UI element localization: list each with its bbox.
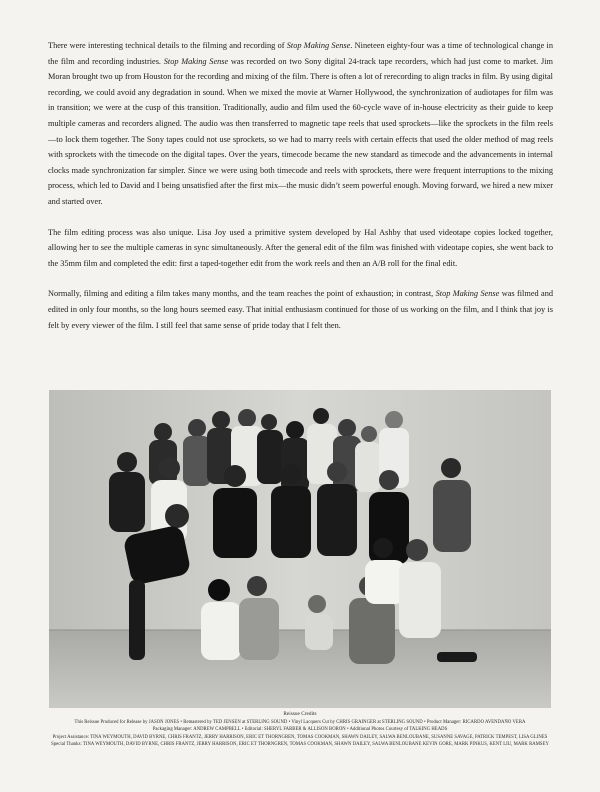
text-segment: The film editing process was also unique. Lisa Joy used a primitive system developed by Hal Ashby that used videotape copies locked together, allowing her to see the multiple cameras in sync simultaneously. After the general edit of the film was finished with videotape copies, she went back to the 35mm film and completed the edit: first a taped-together edit from the work reels and then an A/B roll for the final edit. — [48, 227, 553, 268]
credits-line: Packaging Manager: ANDREW CAMPBELL • Editorial: SHERYL FARBER & ALLISON BORON • Additional Photos Courtesy of TALKING HEADS — [152, 727, 448, 733]
paragraph — [48, 38, 553, 210]
text-segment: . Nineteen eighty-four was a time of technological change in the film and recording industries. — [48, 41, 553, 66]
reissue-credits — [6, 711, 594, 749]
paragraph — [48, 286, 553, 333]
text-segment: was recorded on two Sony digital 24-track tape recorders, which had just come to market. Jim Moran brought two up from Houston for the recording and mixing of the film. There is often a lot of rerecording to align tracks in film. By using digital recording, we could avoid any degradation in sound. When we mixed the movie at Warner Hollywood, the synchronization of audiotapes for film was in transition; we were at the cusp of this transition. Traditionally, audio and film used the 60-cycle wave of in-house electricity as their guide to keep multiple cameras and recorders aligned. The audio was then transferred to magnetic tape reels that used sprockets—like the sprockets in the film reels—to lock them together. The Sony tapes could not use sprockets, so we had to marry reels with certain effects that used the older method of mag reels with sprockets with the timecode on the digital tapes. Over the years, timecode became the new standard as timecode and the advancements in internal clocks made synchronization far simpler. Since we were using both timecode and reels with sprockets, there were frequent interruptions to the mixing process, which led to David and I being unsatisfied after the first mix—the music didn’t seem powerful enough. Moving forward, we hired a new mixer and started over. — [48, 56, 553, 206]
credits-line: Special Thanks: TINA WEYMOUTH, DAVID BYRNE, CHRIS FRANTZ, JERRY HARRISON, ERIC ET THORNGREN, TOMAS COOKMAN, SHAWN DAILEY, SALWA BENLOUBANE KEVIN GORE, MARK PINKUS, KENT LIU, MARK RAMSEY — [51, 742, 549, 748]
photo-floor — [49, 630, 551, 708]
film-title: Stop Making Sense — [435, 289, 500, 299]
text-segment: was filmed and edited in only four months, so the long hours seemed easy. That initial enthusiasm continued for those of us working on the film, and I think that joy is felt by every viewer of the film. I still feel that same sense of pride today that I felt then. — [48, 289, 553, 330]
credits-heading: Reissue Credits — [283, 711, 317, 717]
article-body — [48, 38, 553, 333]
group-photo-illustration — [49, 390, 551, 708]
text-segment: Normally, filming and editing a film takes many months, and the team reaches the point of exhaustion; in contrast, — [48, 289, 436, 299]
film-title: Stop Making Sense — [286, 41, 351, 50]
paragraph — [48, 225, 553, 272]
credits-line: Project Assistance: TINA WEYMOUTH, DAVID BYRNE, CHRIS FRANTZ, JERRY HARRISON, ERIC ET THORNGREN, TOMAS COOKMAN, SHAWN DAILEY, SALWA BENLOUBANE, SUSANNE SAVAGE, PATRICK TEMPEST, LISA GLINES — [52, 734, 548, 740]
group-photo — [49, 390, 551, 708]
credits-line: This Reissue Produced for Release by JASON JONES • Remastered by TED JENSEN at STERLING SOUND • Vinyl Lacquers Cut by CHRIS GRAINGER at STERLING SOUND • Product Manager: RICARDO AVENDAÑO VERA — [74, 719, 526, 725]
text-segment: There were interesting technical details to the filming and recording of — [48, 41, 287, 50]
film-title: Stop Making Sense — [163, 56, 229, 66]
